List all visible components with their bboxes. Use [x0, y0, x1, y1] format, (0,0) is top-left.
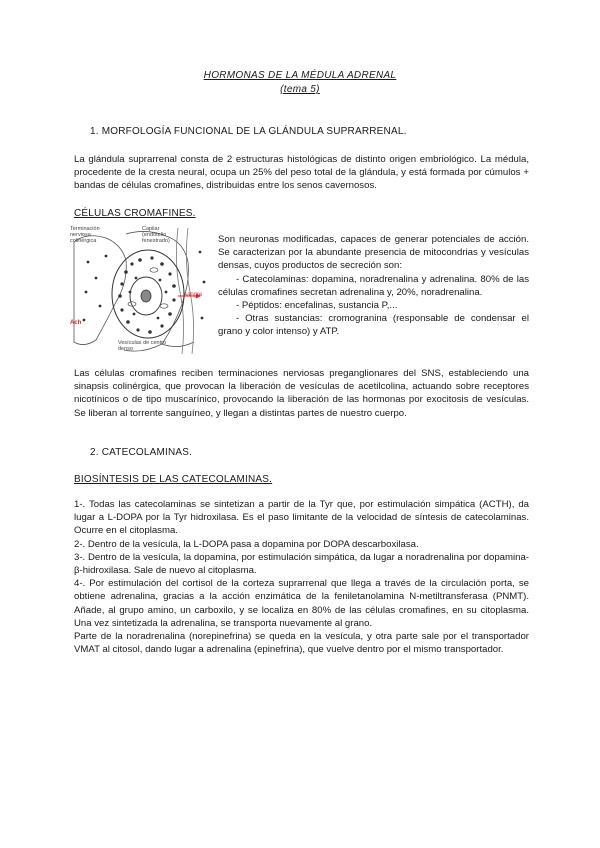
cromafines-description: [218, 233, 529, 339]
heading-celulas-cromafines: CÉLULAS CROMAFINES.: [74, 208, 196, 219]
paragraph-morfologia: La glándula suprarrenal consta de 2 estructuras histológicas de distinto origen embriológico. La médula, procedente de la cresta neural, ocupa un 25% del peso total de la glándula, y está formada por cúmulos + bandas de células cromafines, distribuidas entre los senos cavernosos.: [74, 154, 529, 192]
figure-label-nerve-terminal: Terminación nerviosa colinérgica: [70, 226, 100, 244]
document-subtitle: (tema 5): [280, 84, 320, 95]
biosintesis-step-1: 1-. Todas las catecolaminas se sintetizan a partir de la Tyr que, por estimulación simpática (ACTH), da lugar a L-DOPA por la Tyr hidroxilasa. Es el paso limitante de la velocidad de síntesis de catecolaminas. Ocurre en el citoplasma.: [74, 499, 529, 537]
list-item-catecolaminas: - Catecolaminas: dopamina, noradrenalina y adrenalina. 80% de las células cromafines secretan adrenalina y, 20%, noradrenalina.: [218, 273, 529, 298]
biosintesis-step-2: 2-. Dentro de la vesícula, la L-DOPA pasa a dopamina por DOPA descarboxilasa.: [74, 538, 419, 550]
paragraph-cromafines: Las células cromafines reciben terminaciones nerviosas preganglionares del SNS, estableciendo una sinapsis colinérgica, que provocan la liberación de vesículas de acetilcolina, actuando sobre receptores nicotínicos o de tipo muscarínico, provocando la liberación de las hormonas por exocitosis de vesículas. Se liberan al torrente sanguíneo, y llegan a distintas partes de nuestro cuerpo.: [74, 368, 529, 419]
chromaffin-cell-figure: [66, 222, 216, 358]
heading-biosintesis: BIOSÍNTESIS DE LAS CATECOLAMINAS.: [74, 474, 273, 485]
cromafines-intro: Son neuronas modificadas, capaces de generar potenciales de acción. Se caracterizan por la abundante presencia de mitocondrias y vesículas densas, cuyos productos de secreción son:: [218, 234, 529, 272]
section-heading-morfologia: 1. MORFOLOGÍA FUNCIONAL DE LA GLÁNDULA SUPRARRENAL.: [90, 126, 407, 137]
list-item-otras: - Otras sustancias: cromogranina (responsable de condensar el grano y color intenso) y ATP.: [218, 313, 529, 338]
biosintesis-note: Parte de la noradrenalina (norepinefrina) se queda en la vesícula, y otra parte sale por el transportador VMAT al citosol, dando lugar a adrenalina (epinefrina), que vuelve dentro por el mismo transportador.: [74, 631, 529, 656]
figure-label-capillary: Capilar (endotelio fenestrado): [142, 226, 170, 244]
biosintesis-steps: [74, 498, 529, 656]
figure-label-ach: Ach: [70, 320, 82, 326]
list-item-peptidos: - Péptidos: encefalinas, sustancia P,...: [236, 300, 398, 312]
biosintesis-step-3: 3-. Dentro de la vesícula, la dopamina, por estimulación simpática, da lugar a noradrenalina por dopamina-β-hidroxilasa. Sale de nuevo al citoplasma.: [74, 551, 529, 577]
figure-label-sangre: sangre: [184, 292, 203, 298]
document-title: HORMONAS DE LA MÉDULA ADRENAL: [203, 70, 397, 81]
figure-label-vesicles: Vesículas de centro denso: [118, 340, 167, 352]
section-heading-catecolaminas: 2. CATECOLAMINAS.: [90, 447, 193, 458]
biosintesis-step-4: 4-. Por estimulación del cortisol de la corteza suprarrenal que llega a través de la circulación porta, se obtiene adrenalina, gracias a la acción enzimática de la feniletanolamina N-metiltransferasa (PNMT). Añade, al grupo amino, un carboxilo, y se localiza en 80% de las células cromafines, en su citoplasma. Una vez sintetizada la adrenalina, se transporta nuevamente al grano.: [74, 578, 529, 629]
